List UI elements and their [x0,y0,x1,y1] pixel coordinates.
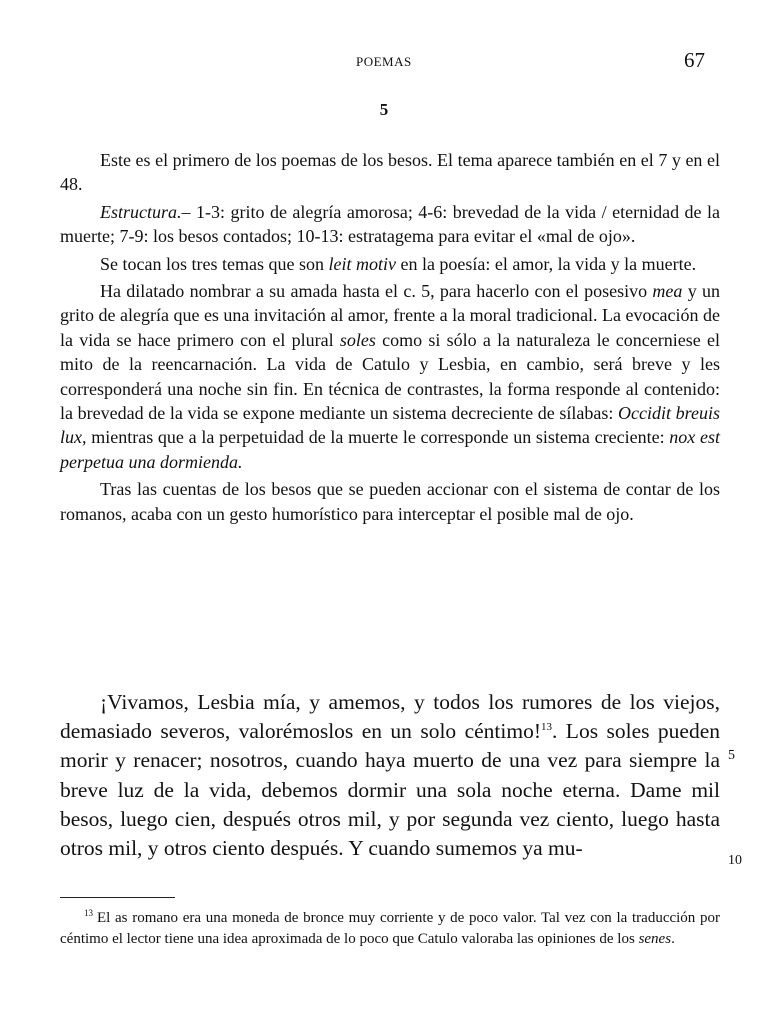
term-soles: soles [339,329,376,350]
latin-quote-2: nox est perpetua una dormienda. [60,427,720,472]
commentary-text: Este es el primero de los poemas de los besos. El tema aparece también en el 7 y en el 48. [60,150,720,195]
footnote-text-b: . [671,931,675,947]
footnote-paragraph [60,908,720,950]
line-number-10: 10 [728,853,742,868]
page-number: 67 [684,48,705,72]
analysis-text-d: mientras que a la perpetuidad de la muerte le corresponde un sistema creciente: [86,427,670,448]
structure-text: 1-3: grito de alegría amorosa; 4-6: brevedad de la vida / eternidad de la muerte; 7-9: los besos contados; 10-13: estratagema para evitar el «mal de ojo». [60,201,720,247]
running-head [0,50,768,74]
footnote-text-a: El as romano era una moneda de bronce muy corriente y de poco valor. Tal vez con la traducción por céntimo el lector tiene una idea aproximada de lo poco que Catulo valoraba las opiniones de los [60,910,720,947]
poem-text-a: ¡Vivamos, Lesbia mía, y amemos, y todos los rumores de los viejos, demasiado severos, valorémoslos en un solo céntimo! [60,690,720,744]
themes-text-b: en la poesía: el amor, la vida y la muerte. [395,253,697,274]
line-number-5: 5 [728,748,735,763]
themes-text-a: Se tocan los tres temas que son [100,253,329,274]
term-senes: senes [638,931,672,947]
footnote-reference[interactable]: 13 [541,721,553,734]
commentary-paragraph-kisses [60,477,720,526]
commentary-paragraph-intro [60,148,720,197]
footnote [60,908,720,950]
kisses-text: Tras las cuentas de los besos que se pueden accionar con el sistema de contar de los romanos, acaba con un gesto humorístico para interceptar el posible mal de ojo. [60,479,720,524]
commentary [60,148,720,529]
commentary-paragraph-structure [60,200,720,249]
structure-label: Estructura.– [100,201,191,222]
leit-motiv-term: leit motiv [328,253,396,274]
commentary-paragraph-themes [60,252,720,276]
latin-quote-1: Occidit breuis lux, [60,403,720,448]
commentary-paragraph-analysis [60,279,720,474]
poem-text-b: . Los soles pueden morir y renacer; nosotros, cuando haya muerto de una vez para siempre la breve luz de la vida, debemos dormir una sola noche eterna. Dame mil besos, luego cien, después otros mil, y por segunda vez ciento, luego hasta otros mil, y otros ciento después. Y cuando sumemos ya mu- [60,719,720,861]
running-title: POEMAS [356,54,412,69]
term-mea: mea [652,281,683,302]
analysis-text-a: Ha dilatado nombrar a su amada hasta el c. 5, para hacerlo con el posesivo [100,281,653,302]
footnote-divider [60,897,175,898]
poem-paragraph [60,688,720,863]
analysis-text-c: como si sólo a la naturaleza le concerniese el mito de la reencarnación. La vida de Catulo y Lesbia, en cambio, será breve y les corresponderá una noche sin fin. En técnica de contrastes, la forma responde al contenido: la brevedad de la vida se expone mediante un sistema decreciente de sílabas: [60,329,720,424]
analysis-text-b: y un grito de alegría que es una invitación al amor, frente a la moral tradicional. La evocación de la vida se hace primero con el plural [60,281,721,350]
poem-number: 5 [379,100,389,119]
poem-translation [60,688,720,863]
footnote-marker: 13 [84,908,93,918]
